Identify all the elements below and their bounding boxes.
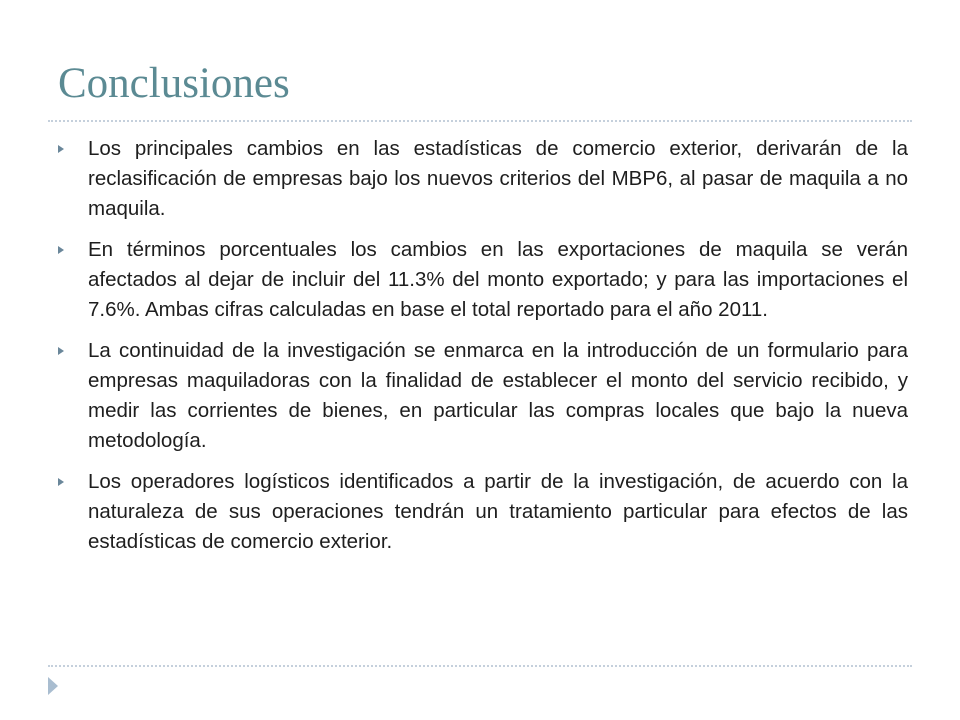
triangle-bullet-icon: [58, 347, 64, 355]
triangle-bullet-icon: [58, 478, 64, 486]
bullet-item: [58, 134, 908, 224]
bullet-item: [58, 336, 908, 456]
bullet-text: Los principales cambios en las estadísticas de comercio exterior, derivarán de la reclasificación de empresas bajo los nuevos criterios del MBP6, al pasar de maquila a no maquila.: [88, 137, 908, 220]
triangle-bullet-icon: [58, 145, 64, 153]
bullet-item: [58, 235, 908, 325]
bullet-list: [58, 134, 908, 568]
footer-divider: [48, 665, 912, 667]
triangle-bullet-icon: [58, 246, 64, 254]
bullet-text: Los operadores logísticos identificados a partir de la investigación, de acuerdo con la naturaleza de sus operaciones tendrán un tratamiento particular para efectos de las estadísticas de comercio exterior.: [88, 470, 908, 553]
bullet-item: [58, 467, 908, 557]
slide-title: Conclusiones: [58, 60, 290, 107]
bullet-text: La continuidad de la investigación se enmarca en la introducción de un formulario para empresas maquiladoras con la finalidad de establecer el monto del servicio recibido, y medir las corrientes de bienes, en particular las compras locales que bajo la nueva metodología.: [88, 339, 908, 452]
play-arrow-icon[interactable]: [48, 677, 58, 695]
bullet-text: En términos porcentuales los cambios en las exportaciones de maquila se verán afectados al dejar de incluir del 11.3% del monto exportado; y para las importaciones el 7.6%. Ambas cifras calculadas en base el total reportado para el año 2011.: [88, 238, 908, 321]
title-divider: [48, 120, 912, 122]
